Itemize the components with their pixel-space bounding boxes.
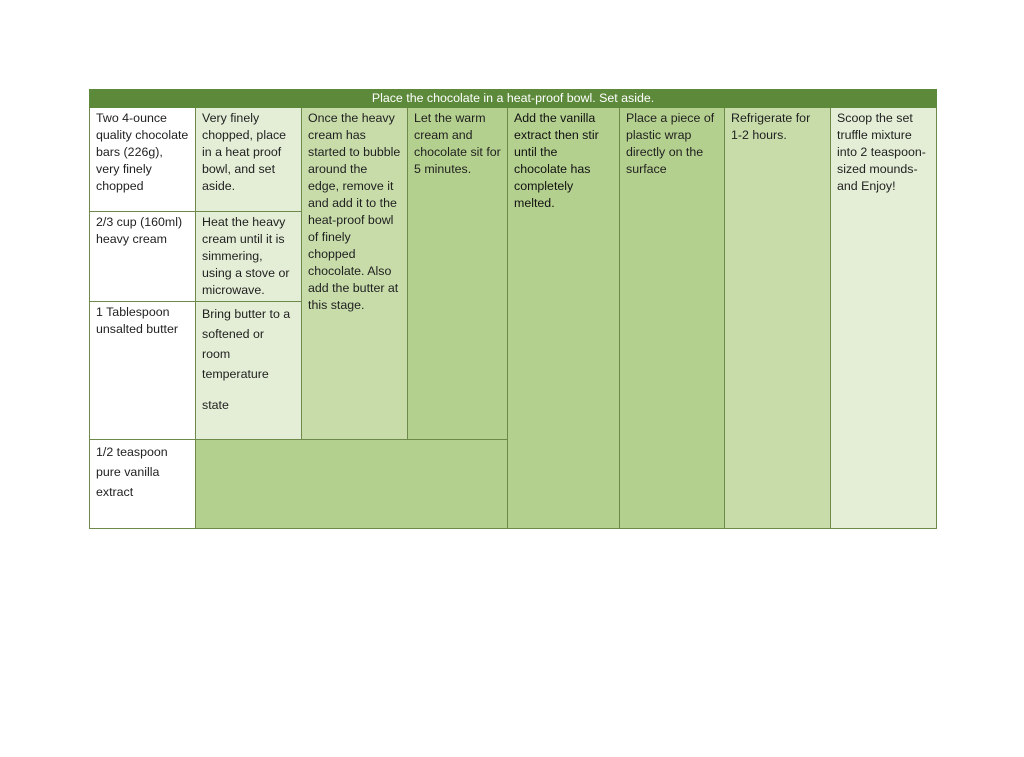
step-let-sit: Let the warm cream and chocolate sit for 5 minutes. [408,108,508,440]
prep-cream: Heat the heavy cream until it is simmering, using a stove or microwave. [196,212,302,302]
ingredient-butter: 1 Tablespoon unsalted butter [90,302,196,440]
prep-butter-text: Bring butter to a softened or room temperature [202,307,291,381]
table-header: Place the chocolate in a heat-proof bowl. Set aside. [90,90,937,108]
step-refrigerate: Refrigerate for 1-2 hours. [725,108,831,529]
ingredient-cream: 2/3 cup (160ml) heavy cream [90,212,196,302]
ingredient-chocolate: Two 4-ounce quality chocolate bars (226g), very finely chopped [90,108,196,212]
step-plastic-wrap: Place a piece of plastic wrap directly on the surface [620,108,725,529]
empty-merged-cell [196,440,508,529]
step-add-vanilla: Add the vanilla extract then stir until the chocolate has completely melted. [508,108,620,529]
prep-butter [196,302,302,440]
step-add-cream: Once the heavy cream has started to bubble around the edge, remove it and add it to the heat-proof bowl of finely chopped chocolate. Also add the butter at this stage. [302,108,408,440]
prep-chocolate: Very finely chopped, place in a heat proof bowl, and set aside. [196,108,302,212]
step-scoop: Scoop the set truffle mixture into 2 teaspoon-sized mounds- and Enjoy! [831,108,937,529]
ingredient-vanilla: 1/2 teaspoon pure vanilla extract [90,440,196,529]
recipe-table [89,89,937,529]
prep-butter-state: state [202,398,229,412]
